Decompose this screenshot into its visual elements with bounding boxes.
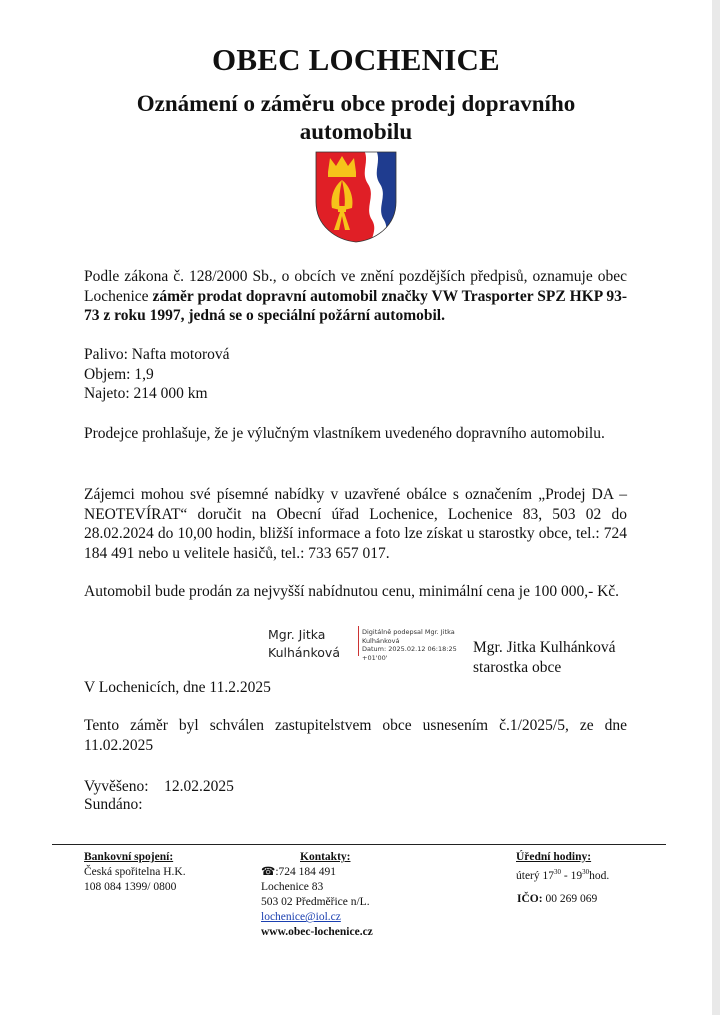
- phone-icon: ☎: [261, 866, 276, 878]
- page-subtitle: Oznámení o záměru obce prodej dopravního automobilu: [136, 91, 576, 144]
- signature-detail: +01'00': [362, 653, 388, 662]
- signature-name-line: Kulhánková: [268, 645, 340, 660]
- signer-block: [473, 638, 616, 678]
- digital-signature-details: [362, 628, 457, 662]
- footer-contacts: [261, 865, 373, 940]
- hours-heading: Úřední hodiny:: [516, 851, 592, 863]
- page-title: OBEC LOCHENICE: [212, 42, 500, 77]
- posted-line: [84, 777, 234, 797]
- offers-paragraph: Zájemci mohou své písemné nabídky v uzavřené obálce s označením „Prodej DA – NEOTEVÍRAT“ doručit na Obecní úřad Lochenice, Lochenice 83, 503 02 do 28.02.2024 do 10,00 hodin, bližší informace a foto lze získat u starostky obce, tel.: 724 184 491 nebo u velitele hasičů, tel.: 733 657 017.: [84, 486, 627, 562]
- crest-icon: [314, 150, 398, 244]
- hours-sup: 30: [554, 868, 562, 876]
- posted-label: Vyvěšeno:: [84, 778, 149, 795]
- hours-suffix: hod.: [589, 869, 610, 882]
- bank-name: Česká spořitelna H.K.: [84, 866, 186, 878]
- ico-line: [517, 892, 597, 907]
- ico-label: IČO:: [517, 893, 543, 905]
- owner-statement: Prodejce prohlašuje, že je výlučným vlastníkem uvedeného dopravního automobilu.: [84, 425, 605, 442]
- spec-volume: Objem: 1,9: [84, 365, 154, 383]
- intro-text: Podle zákona č. 128/2000 Sb., o obcích ve znění pozdějších předpisů, oznamuje obec Lochenice: [84, 268, 627, 305]
- spec-mileage: Najeto: 214 000 km: [84, 385, 208, 402]
- signature-detail: Datum: 2025.02.12 06:18:25: [362, 645, 457, 653]
- signature-detail: Digitálně podepsal Mgr. Jitka: [362, 628, 455, 636]
- hours-day: úterý 17: [516, 869, 555, 882]
- removed-line: Sundáno:: [84, 796, 143, 813]
- footer-bank: [84, 850, 186, 895]
- footer-divider: [52, 844, 666, 845]
- intro-bold-text: záměr prodat dopravní automobil značky VW Trasporter SPZ HKP 93-73 z roku 1997, jedná se o speciální požární automobil.: [84, 287, 627, 324]
- contact-email-link[interactable]: lochenice@iol.cz: [261, 911, 341, 923]
- signature-name-line: Mgr. Jitka: [268, 627, 326, 642]
- spec-fuel: Palivo: Nafta motorová: [84, 346, 230, 363]
- bank-account: 108 084 1399/ 0800: [84, 881, 177, 893]
- contact-address: Lochenice 83: [261, 881, 324, 893]
- vehicle-specs: [84, 345, 230, 404]
- contact-phone-line: [261, 865, 373, 880]
- signer-role: starostka obce: [473, 659, 562, 676]
- hours-dash: - 19: [561, 869, 583, 882]
- digital-signature-name: [268, 626, 340, 662]
- ico-value: 00 269 069: [545, 893, 598, 905]
- signature-detail: Kulhánková: [362, 636, 400, 645]
- price-paragraph: Automobil bude prodán za nejvyšší nabídnutou cenu, minimální cena je 100 000,- Kč.: [84, 583, 620, 600]
- bank-heading: Bankovní spojení:: [84, 851, 174, 863]
- footer-hours: [516, 850, 609, 884]
- intro-paragraph: [84, 267, 627, 326]
- signature-divider: [358, 626, 359, 656]
- contact-web: www.obec-lochenice.cz: [261, 926, 373, 938]
- approval-paragraph: Tento záměr byl schválen zastupitelstvem obce usnesením č.1/2025/5, ze dne 11.02.2025: [84, 717, 627, 754]
- signer-name: Mgr. Jitka Kulhánková: [473, 639, 616, 656]
- contact-phone: :724 184 491: [275, 866, 337, 878]
- contact-city: 503 02 Předměřice n/L.: [261, 896, 370, 908]
- contacts-heading: Kontakty:: [300, 851, 351, 863]
- posted-date: 12.02.2025: [164, 778, 234, 795]
- hours-line: [516, 865, 609, 884]
- place-date: V Lochenicích, dne 11.2.2025: [84, 679, 271, 696]
- hours-sup: 30: [582, 868, 590, 876]
